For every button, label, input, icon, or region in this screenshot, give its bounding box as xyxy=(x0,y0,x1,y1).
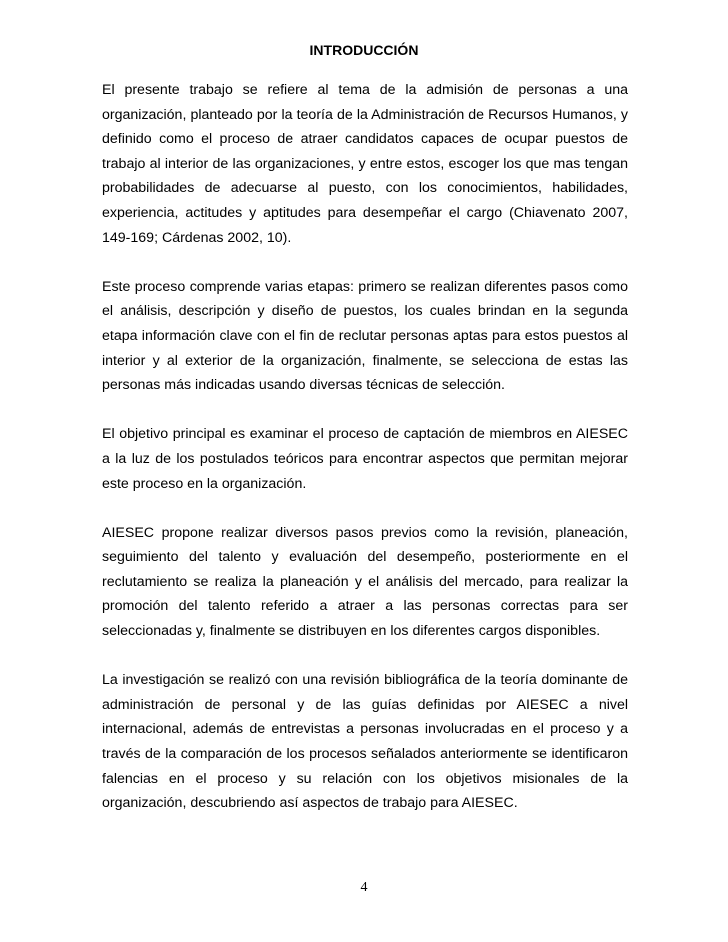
paragraph-3: El objetivo principal es examinar el proceso de captación de miembros en AIESEC a la luz de los postulados teóricos para encontrar aspectos que permitan mejorar este proceso en la organización. xyxy=(102,426,628,492)
paragraph-1: El presente trabajo se refiere al tema de la admisión de personas a una organización, planteado por la teoría de la Administración de Recursos Humanos, y definido como el proceso de atraer candidatos capaces de ocupar puestos de trabajo al interior de las organizaciones, y entre estos, escoger los que mas tengan probabilidades de adecuarse al puesto, con los conocimientos, habilidades, experiencia, actitudes y aptitudes para desempeñar el cargo (Chiavenato 2007, 149-169; Cárdenas 2002, 10). xyxy=(102,82,628,246)
page-number: 4 xyxy=(360,880,368,895)
paragraph-2: Este proceso comprende varias etapas: primero se realizan diferentes pasos como el análisis, descripción y diseño de puestos, los cuales brindan en la segunda etapa información clave con el fin de reclutar personas aptas para estos puestos al interior y al exterior de la organización, finalmente, se selecciona de estas las personas más indicadas usando diversas técnicas de selección. xyxy=(102,278,628,394)
body-text xyxy=(102,78,628,840)
page-title: INTRODUCCIÓN xyxy=(309,42,419,58)
paragraph-5: La investigación se realizó con una revisión bibliográfica de la teoría dominante de administración de personal y de las guías definidas por AIESEC a nivel internacional, además de entrevistas a personas involucradas en el proceso y a través de la comparación de los procesos señalados anteriormente se identificaron falencias en el proceso y su relación con los objetivos misionales de la organización, descubriendo así aspectos de trabajo para AIESEC. xyxy=(102,672,628,812)
paragraph-4: AIESEC propone realizar diversos pasos previos como la revisión, planeación, seguimiento del talento y evaluación del desempeño, posteriormente en el reclutamiento se realiza la planeación y el análisis del mercado, para realizar la promoción del talento referido a atraer a las personas correctas para ser seleccionadas y, finalmente se distribuyen en los diferentes cargos disponibles. xyxy=(102,524,628,640)
